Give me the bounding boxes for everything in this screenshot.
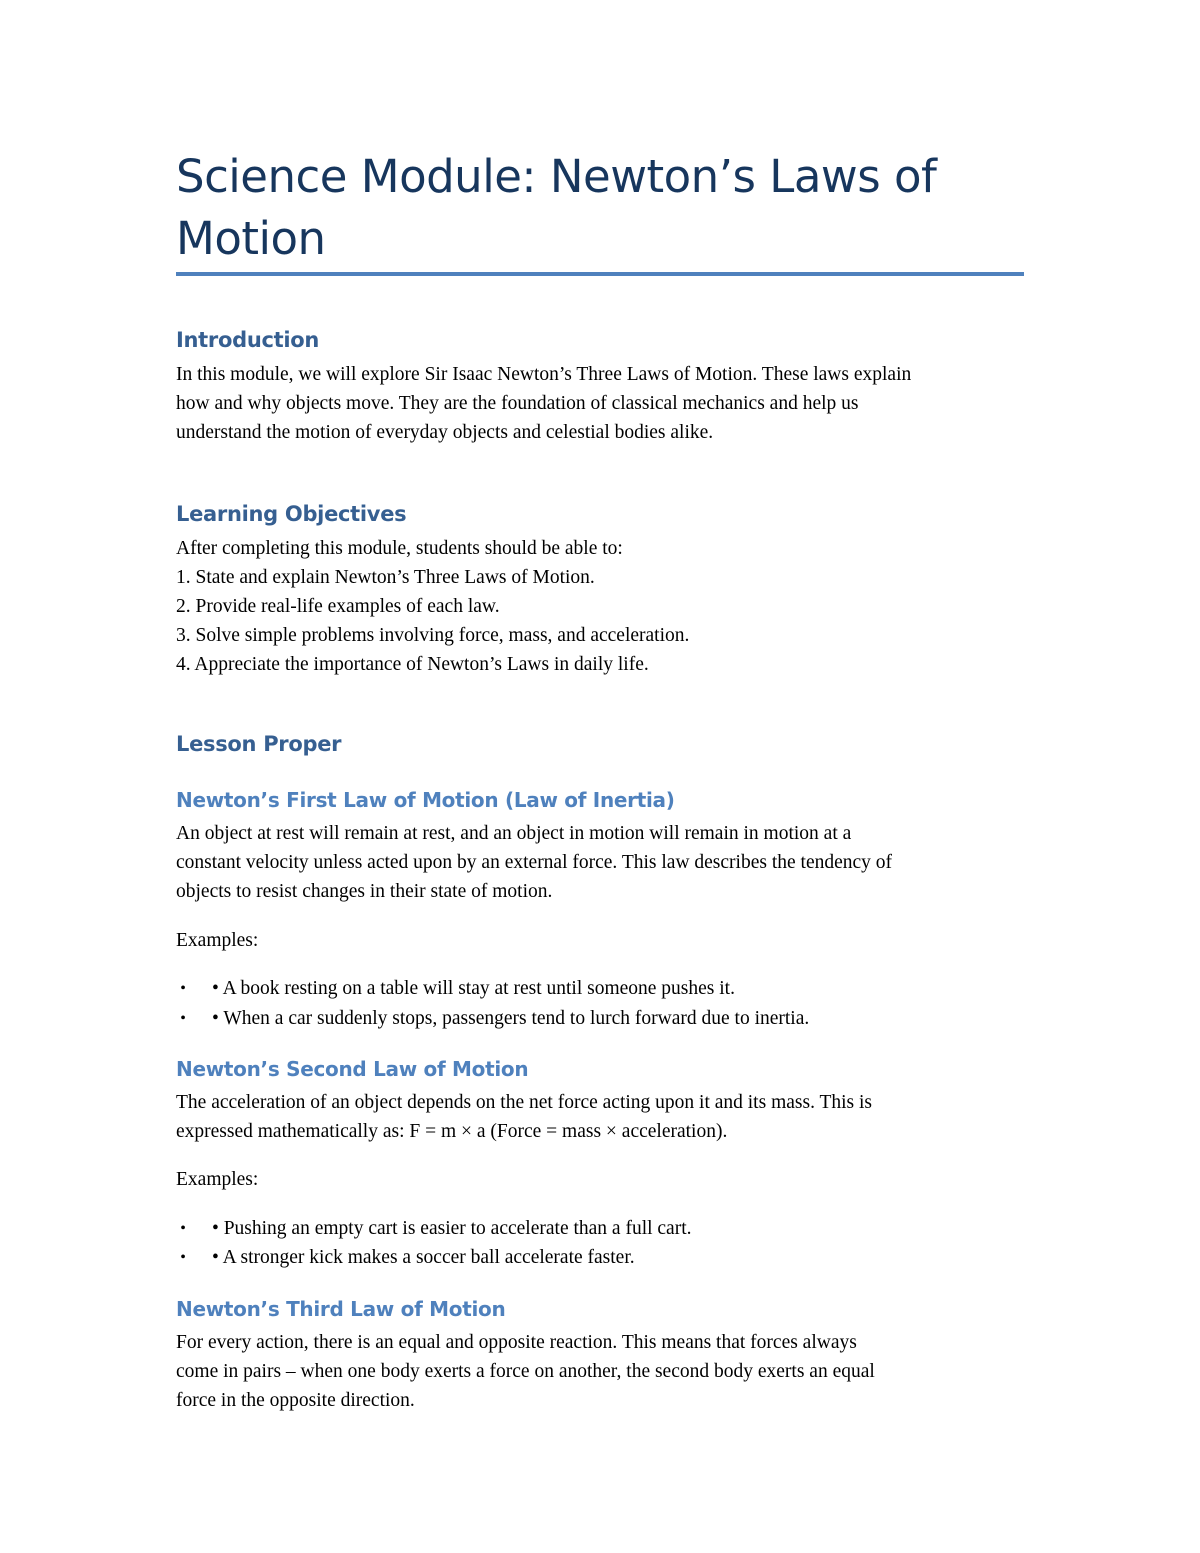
second-law-examples-label: Examples:: [176, 1169, 259, 1190]
heading-second-law: Newton’s Second Law of Motion: [176, 1057, 529, 1081]
first-law-line-1: An object at rest will remain at rest, and an object in motion will remain in motion at a: [176, 823, 852, 844]
second-law-line-2: expressed mathematically as: F = m × a (Force = mass × acceleration).: [176, 1121, 728, 1142]
intro-line-1: In this module, we will explore Sir Isaac Newton’s Three Laws of Motion. These laws explain: [176, 364, 912, 385]
intro-line-2: how and why objects move. They are the foundation of classical mechanics and help us: [176, 393, 859, 414]
bullet-icon: •: [180, 1249, 186, 1266]
list-item: [176, 1004, 1024, 1033]
bullet-icon: •: [180, 1220, 186, 1237]
second-law-line-1: The acceleration of an object depends on the net force acting upon it and its mass. This is: [176, 1092, 873, 1113]
list-item: [176, 1243, 1024, 1272]
first-law-line-3: objects to resist changes in their state of motion.: [176, 881, 553, 902]
second-law-example-2: • A stronger kick makes a soccer ball accelerate faster.: [212, 1247, 635, 1268]
objectives-lead: After completing this module, students should be able to:: [176, 538, 623, 559]
first-law-examples-label: Examples:: [176, 930, 259, 951]
third-law-line-3: force in the opposite direction.: [176, 1390, 415, 1411]
intro-line-3: understand the motion of everyday objects and celestial bodies alike.: [176, 422, 714, 443]
list-item: [176, 974, 1024, 1003]
third-law-line-1: For every action, there is an equal and opposite reaction. This means that forces always: [176, 1332, 857, 1353]
first-law-example-1: • A book resting on a table will stay at rest until someone pushes it.: [212, 978, 735, 999]
first-law-line-2: constant velocity unless acted upon by an external force. This law describes the tendency of: [176, 852, 893, 873]
heading-first-law: Newton’s First Law of Motion (Law of Inertia): [176, 788, 675, 812]
objective-item-1: 1. State and explain Newton’s Three Laws of Motion.: [176, 567, 595, 588]
heading-third-law: Newton’s Third Law of Motion: [176, 1297, 506, 1321]
first-law-example-2: • When a car suddenly stops, passengers tend to lurch forward due to inertia.: [212, 1008, 810, 1029]
heading-learning-objectives: Learning Objectives: [176, 502, 407, 526]
objective-item-3: 3. Solve simple problems involving force, mass, and acceleration.: [176, 625, 690, 646]
document-title: Science Module: Newton’s Laws of Motion: [176, 150, 937, 265]
heading-lesson-proper: Lesson Proper: [176, 732, 342, 756]
document-page: [176, 0, 1024, 1553]
objective-item-4: 4. Appreciate the importance of Newton’s Laws in daily life.: [176, 654, 649, 675]
bullet-icon: •: [180, 1010, 186, 1027]
third-law-line-2: come in pairs – when one body exerts a force on another, the second body exerts an equal: [176, 1361, 875, 1382]
list-item: [176, 1214, 1024, 1243]
objective-item-2: 2. Provide real-life examples of each law.: [176, 596, 500, 617]
title-underline: [176, 272, 1024, 276]
bullet-icon: •: [180, 980, 186, 997]
heading-introduction: Introduction: [176, 328, 320, 352]
second-law-example-1: • Pushing an empty cart is easier to accelerate than a full cart.: [212, 1218, 692, 1239]
